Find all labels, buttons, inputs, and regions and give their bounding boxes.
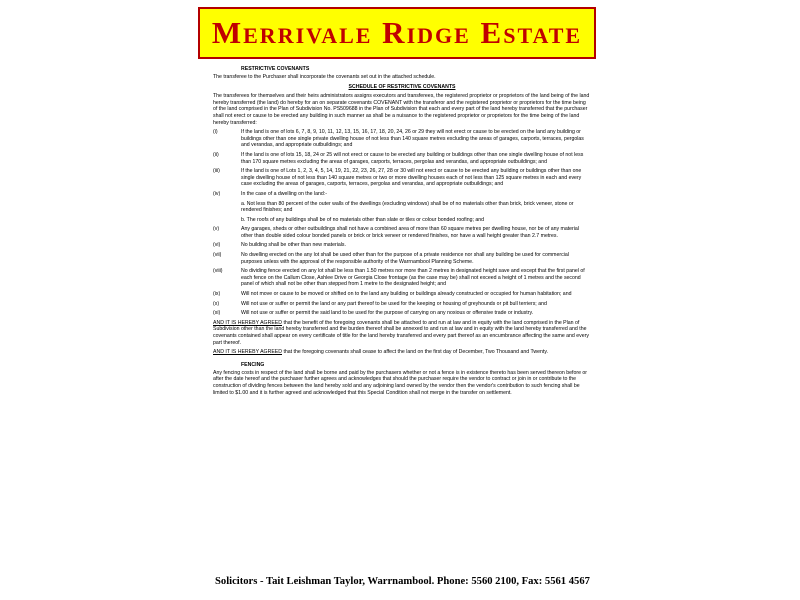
restrictive-covenants-heading: RESTRICTIVE COVENANTS: [241, 66, 310, 72]
clause-number: (ix): [213, 291, 221, 298]
covenant-clause: [213, 291, 591, 298]
agreed-paragraph-2: [213, 349, 591, 356]
clause-text: If the land is one of lots 6, 7, 8, 9, 10, 11, 12, 13, 15, 16, 17, 18, 20, 24, 26 or 29 they will not erect or cause to be erected on the land any building or buildings other than one single private dwelling house of not less than 140 square metres excluding the areas of garages, carports, terraces, pergolas and verandas, and appropriate outbuildings; and: [241, 129, 584, 149]
clause-number: (vii): [213, 252, 222, 259]
fencing-paragraph: Any fencing costs in respect of the land shall be borne and paid by the purchasers whether or not a fence is in existence thereto has been served thereon before or after the date hereof and the purchaser further agrees and acknowledges that should the purchaser require the vendor to contract or join in or contribute to the construction of dividing fences between the land hereby sold and any adjoining land owned by the vendor then the vendor's contribution to such fencing shall be limited to $1.00 and it is further agreed and acknowledged that this Special Condition shall not merge in the transfer on settlement.: [213, 369, 588, 396]
covenant-clause: [213, 242, 591, 249]
covenant-clause: [213, 201, 591, 214]
clause-text: No dividing fence erected on any lot shall be less than 1.50 metres nor more than 2 metres in designated height save and except that the first panel of each fence on the Callum Close, Ashlee Drive or Georgia Close frontage (as the case may be) shall not exceed a height of 1 metres and the second panel of which shall not be other than stepped from 1 metre to the designated height; and: [241, 268, 585, 288]
covenant-clause: [213, 268, 591, 288]
agreed-paragraph-1: [213, 320, 591, 346]
covenant-clause: [213, 191, 591, 198]
clause-number: (viii): [213, 268, 223, 275]
clause-number: (x): [213, 300, 220, 307]
covenant-clause: [213, 129, 591, 149]
agreed-lead: AND IT IS HEREBY AGREED: [213, 349, 282, 356]
clause-text: In the case of a dwelling on the land:-: [241, 190, 327, 197]
clause-number: (xi): [213, 310, 221, 317]
estate-title: Merrivale Ridge Estate: [211, 15, 583, 50]
clause-text: Will not use or suffer or permit the said land to be used for the purpose of carrying on any noxious or offensive trade or industry.: [241, 310, 534, 317]
agreed-body: that the benefit of the foregoing covenants shall be attached to and run at law and in equity with the land comprised in the Plan of Subdivision other than the land hereby transferred and the burden thereof shall be annexed to and run at law and in equity with the land hereby transferred and the covenants contained shall appear on every certificate of title for the land hereby transferred and every part thereof as an encumbrance affecting the same and every part thereof.: [213, 319, 589, 346]
clause-number: [213, 217, 241, 224]
estate-banner: [198, 7, 596, 59]
solicitors-footer: Solicitors - Tait Leishman Taylor, Warrnambool. Phone: 5560 2100, Fax: 5561 4567: [215, 576, 590, 587]
agreed-body: that the foregoing covenants shall cease to affect the land on the first day of December, Two Thousand and Twenty.: [282, 349, 548, 356]
clause-text: No building shall be other than new materials.: [241, 242, 346, 249]
clause-number: (iv): [213, 190, 221, 197]
clause-text: Will not move or cause to be moved or shifted on to the land any building or buildings already constructed or occupied for human habitation; and: [241, 291, 572, 298]
intro-paragraph: The transferee to the Purchaser shall incorporate the covenants set out in the attached schedule.: [213, 74, 436, 80]
schedule-heading: SCHEDULE OF RESTRICTIVE COVENANTS: [348, 83, 456, 90]
covenant-clause: [213, 152, 591, 165]
covenant-clause: [213, 301, 591, 308]
clause-number: (i): [213, 129, 218, 136]
clause-number: [213, 201, 241, 214]
clause-text: b. The roofs of any buildings shall be of no materials other than slate or tiles or colour bonded roofing; and: [241, 216, 484, 223]
covenant-clause-list: [213, 129, 591, 317]
covenant-clause: [213, 168, 591, 188]
clause-number: (iii): [213, 168, 220, 175]
clause-number: (vi): [213, 242, 221, 249]
covenant-document: [213, 66, 591, 574]
clause-text: a. Not less than 80 percent of the outer walls of the dwellings (excluding windows) shall be of no materials other than brick, brick veneer, stone or rendered finishes; and: [241, 200, 574, 214]
preamble-paragraph: The transferees for themselves and their heirs administrators assigns executors and transferees, the registered proprietor or proprietors of the land being of the land hereby transferred (the land) do hereby for an on separate covenants COVENANT with the transferor and the registered proprietor or proprietors for the time being of the land comprised in the Plan of Subdivision No. PS509688 in the Plan of Subdivision that each and every part of the land hereby transferred that the purchaser shall not erect or cause to be erected any building in such manner as shall be a nuisance to the registered proprietor or proprietors for the time being of the land hereby transferred:: [213, 93, 590, 126]
clause-text: Any garages, sheds or other outbuildings shall not have a combined area of more than 60 square metres per dwelling house, nor be of any material other than double sided colour bonded panels or brick or brick veneer or rendered finishes, nor have a wall height greater than 2.7 metres.: [241, 226, 579, 239]
clause-text: Will not use or suffer or permit the land or any part thereof to be used for the keeping or housing of greyhounds or pit bull terriers; and: [241, 300, 547, 307]
clause-number: (v): [213, 226, 220, 233]
covenant-clause: [213, 226, 591, 239]
agreed-lead: AND IT IS HEREBY AGREED: [213, 319, 282, 326]
covenant-clause: [213, 252, 591, 265]
clause-text: If the land is one of Lots 1, 2, 3, 4, 5, 14, 19, 21, 22, 23, 26, 27, 28 or 30 will not erect or cause to be erected any building or buildings other than one single dwelling house of not less than 140 square metres or two or more dwelling houses each of not less than 125 square metres in each and every case excluding the areas of garages, carports, terraces, pergolas and verandas, and appropriate outbuildings; and: [241, 168, 582, 188]
clause-number: (ii): [213, 151, 219, 158]
covenant-clause: [213, 310, 591, 317]
covenant-clause: [213, 217, 591, 224]
clause-text: No dwelling erected on the any lot shall be used other than for the purpose of a private residence nor shall any building be used for commercial purposes unless with the approval of the responsible authority of the Warrnambool Planning Scheme.: [241, 252, 569, 265]
clause-text: If the land is one of lots 15, 18, 24 or 25 will not erect or cause to be erected any building or buildings other than one single dwelling house of not less than 170 square metres excluding the areas of garages, carports, terraces, pergolas and verandas, and appropriate outbuildings; and: [241, 151, 584, 165]
fencing-heading: FENCING: [241, 361, 265, 368]
